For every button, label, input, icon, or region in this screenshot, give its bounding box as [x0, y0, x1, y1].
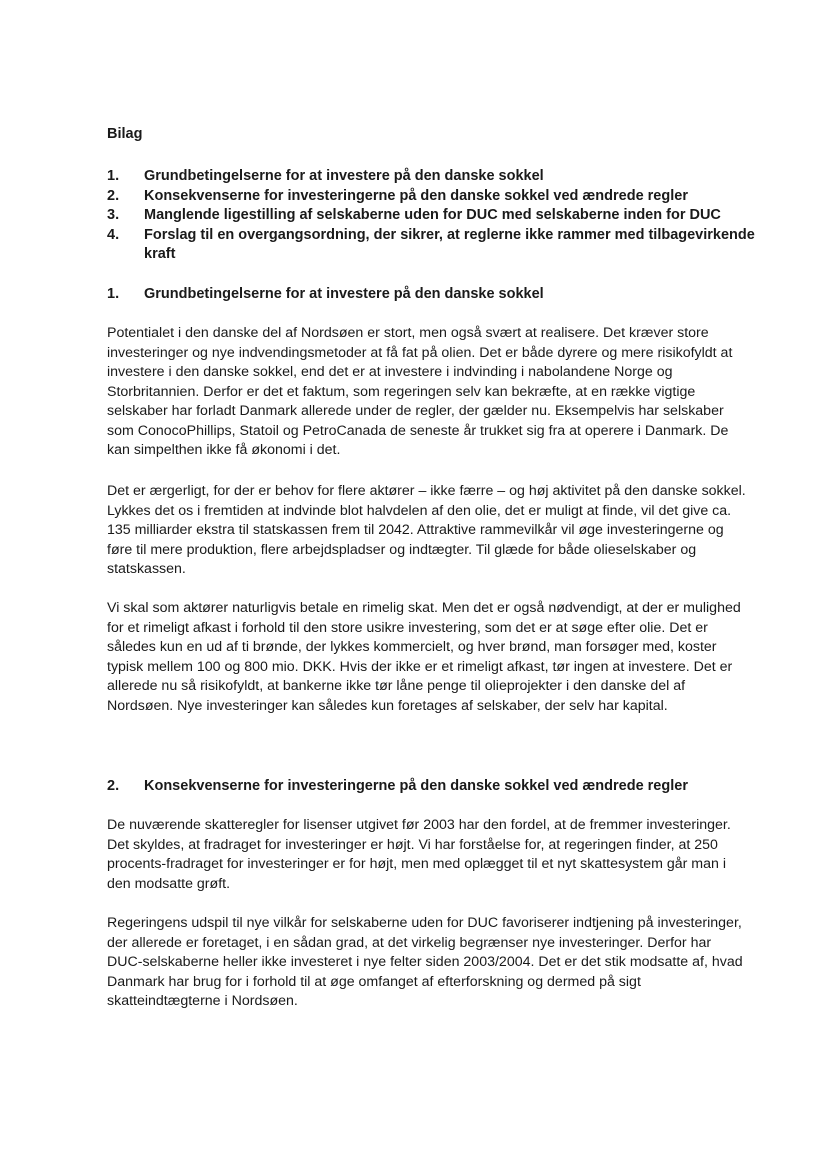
section-heading-text: Grundbetingelserne for at investere på den danske sokkel: [144, 286, 544, 302]
toc-item-number: 2.: [107, 187, 120, 204]
section-1-paragraph-2: Det er ærgerligt, for der er behov for flere aktører – ikke færre – og høj aktivitet på den danske sokkel. Lykkes det os i fremtiden at indvinde blot halvdelen af den olie, det er muligt at finde, vil det give ca. 135 milliarder ekstra til statskassen frem til 2042. Attraktive rammevilkår vil øge investeringerne og føre til mere produktion, flere arbejdspladser og indtægter. Til glæde for både olieselskaber og statskassen.: [107, 483, 746, 577]
section-1-heading: [107, 286, 757, 302]
toc-item-number: 1.: [107, 168, 120, 184]
toc-item: [107, 226, 757, 265]
toc-item: [107, 206, 757, 226]
toc-item: [107, 167, 757, 187]
document-title: Bilag: [107, 126, 143, 142]
section-2-paragraph-2: Regeringens udspil til nye vilkår for selskaberne uden for DUC favoriserer indtjening på investeringer, der allerede er foretaget, i en sådan grad, at det virkelig begrænser nye investeringer. Derfor har DUC-selskaberne heller ikke investeret i nye felter siden 2003/2004. Det er det stik modsatte af, hvad Danmark har brug for i forhold til at øge omfanget af efterforskning og dermed på sigt skatteindtægterne i Nordsøen.: [107, 915, 743, 1009]
toc-item-text: Manglende ligestilling af selskaberne uden for DUC med selskaberne inden for DUC: [144, 207, 721, 224]
table-of-contents: [107, 167, 757, 265]
toc-item-text: Konsekvenserne for investeringerne på den danske sokkel ved ændrede regler: [144, 187, 688, 204]
toc-item-text: Forslag til en overgangsordning, der sikrer, at reglerne ikke rammer med tilbagevirkende kraft: [144, 226, 755, 263]
section-2-heading: [107, 778, 757, 794]
section-number: 2.: [107, 778, 120, 794]
section-heading-text: Konsekvenserne for investeringerne på den danske sokkel ved ændrede regler: [144, 778, 688, 794]
section-2-paragraph-1: De nuværende skatteregler for lisenser utgivet før 2003 har den fordel, at de fremmer investeringer. Det skyldes, at fradraget for investeringer er højt. Vi har forståelse for, at regeringen finder, at 250 procents-fradraget for investeringer er for højt, men med oplægget til et nyt skattesystem går man i den modsatte grøft.: [107, 817, 731, 892]
toc-item-text: Grundbetingelserne for at investere på den danske sokkel: [144, 168, 544, 184]
toc-item: [107, 187, 757, 207]
section-1-paragraph-3: Vi skal som aktører naturligvis betale en rimelig skat. Men det er også nødvendigt, at der er mulighed for et rimeligt afkast i forhold til den store usikre investering, som det er at søge efter olie. Det er således kun en ud af ti brønde, der lykkes kommercielt, og hver brønd, man forsøger med, koster typisk mellem 100 og 800 mio. DKK. Hvis der ikke er et rimeligt afkast, tør ingen at investere. Det er allerede nu så risikofyldt, at bankerne ikke tør låne penge til olieprojekter i den danske del af Nordsøen. Nye investeringer kan således kun foretages af selskaber, der selv har kapital.: [107, 600, 741, 714]
section-number: 1.: [107, 286, 120, 302]
toc-item-number: 4.: [107, 226, 120, 243]
toc-item-number: 3.: [107, 207, 120, 224]
section-1-paragraph-1: Potentialet i den danske del af Nordsøen er stort, men også svært at realisere. Det kræver store investeringer og nye indvendingsmetoder at få fat på olien. Det er både dyrere og mere risikofyldt at investere i den danske sokkel, end det er at investere i indvinding i nabolandene Norge og Storbritannien. Derfor er det et faktum, som regeringen selv kan bekræfte, at en række vigtige selskaber har forladt Danmark allerede under de regler, der gælder nu. Eksempelvis har selskaber som ConocoPhillips, Statoil og PetroCanada de seneste år trukket sig fra at operere i Danmark. De kan simpelthen ikke få økonomi i det.: [107, 325, 733, 458]
